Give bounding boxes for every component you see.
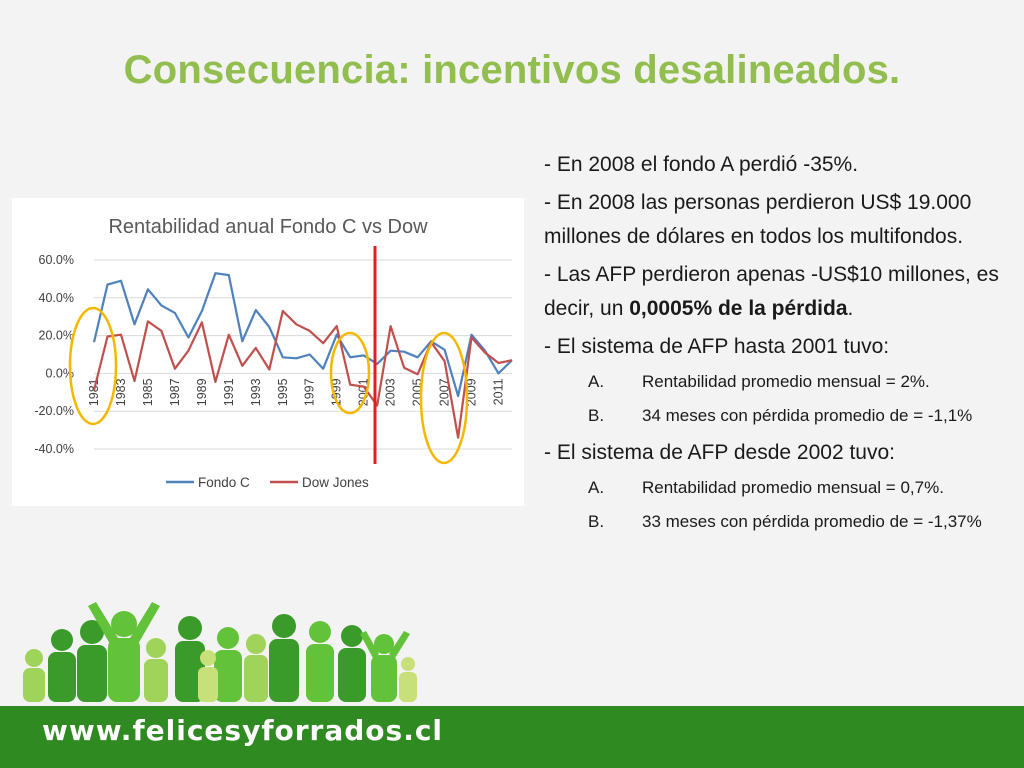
slide-title: Consecuencia: incentivos desalineados.: [123, 48, 901, 92]
x-tick-label: 1999: [329, 378, 344, 407]
people-illustration: [20, 598, 420, 710]
x-tick-label: 2009: [464, 378, 479, 407]
sub-item-until-2001-a: [544, 368, 1014, 396]
x-tick-label: 1981: [87, 378, 101, 407]
chart-annotations: [70, 246, 467, 464]
series-line-dow-jones: [94, 311, 512, 438]
bullet-since-2002: - El sistema de AFP desde 2002 tuvo:: [544, 441, 895, 464]
x-tick-label: 1985: [140, 378, 155, 407]
bullet-2008-fund-a: - En 2008 el fondo A perdió -35%.: [544, 153, 859, 176]
x-tick-label: 2007: [437, 378, 452, 407]
x-tick-label: 1997: [302, 378, 317, 407]
sub-item-number: B.: [588, 406, 605, 425]
y-tick-label: -40.0%: [34, 442, 74, 456]
footer-url[interactable]: www.felicesyforrados.cl: [42, 714, 444, 747]
y-tick-label: 20.0%: [38, 328, 74, 343]
x-tick-label: 1987: [167, 378, 182, 407]
sub-item-until-2001-b: [544, 402, 1014, 430]
bullet-afp-losses-end: .: [847, 297, 854, 320]
chart-gridlines: [94, 260, 512, 449]
y-axis-ticks: [34, 253, 74, 456]
x-tick-label: 1983: [113, 378, 128, 407]
x-tick-label: 2011: [491, 378, 506, 406]
y-tick-label: -20.0%: [34, 404, 74, 419]
sub-item-text: Rentabilidad promedio mensual = 0,7%.: [642, 478, 944, 497]
sub-item-text: 34 meses con pérdida promedio de = -1,1%: [642, 406, 973, 425]
bullet-afp-losses: [544, 258, 1014, 326]
sub-item-since-2002-a: [544, 474, 1014, 502]
sub-item-number: A.: [588, 478, 605, 497]
chart-legend: [166, 475, 369, 490]
legend-label-fondo-c: Fondo C: [198, 475, 250, 490]
bullet-afp-losses-text: - Las AFP perdieron apenas -US$10 millones, es decir, un: [544, 263, 999, 320]
bullet-2008-losses: - En 2008 las personas perdieron US$ 19.000 millones de dólares en todos los multifondos.: [544, 191, 972, 248]
sub-item-text: Rentabilidad promedio mensual = 2%.: [642, 372, 930, 391]
sub-item-number: B.: [588, 512, 605, 531]
x-tick-label: 1991: [221, 378, 236, 407]
x-tick-label: 2001: [356, 378, 371, 407]
sub-item-text: 33 meses con pérdida promedio de = -1,37%: [642, 512, 982, 531]
x-tick-label: 2003: [383, 378, 398, 407]
x-tick-label: 1995: [275, 378, 290, 407]
x-tick-label: 1993: [248, 378, 263, 407]
bullet-afp-losses-bold: 0,0005% de la pérdida: [629, 297, 848, 320]
sub-item-since-2002-b: [544, 508, 1014, 536]
legend-label-dow-jones: Dow Jones: [302, 475, 369, 490]
x-axis-ticks: [87, 378, 506, 406]
y-tick-label: 60.0%: [38, 253, 74, 267]
bullet-until-2001: - El sistema de AFP hasta 2001 tuvo:: [544, 335, 890, 358]
x-tick-label: 1989: [194, 378, 209, 407]
x-tick-label: 2005: [410, 378, 425, 407]
sub-item-number: A.: [588, 372, 605, 391]
bullet-list: [544, 148, 1014, 542]
line-chart: [12, 198, 524, 506]
chart-panel: [12, 198, 524, 506]
chart-title: Rentabilidad anual Fondo C vs Dow: [108, 216, 428, 238]
y-tick-label: 40.0%: [38, 290, 74, 305]
y-tick-label: 0.0%: [45, 366, 74, 381]
